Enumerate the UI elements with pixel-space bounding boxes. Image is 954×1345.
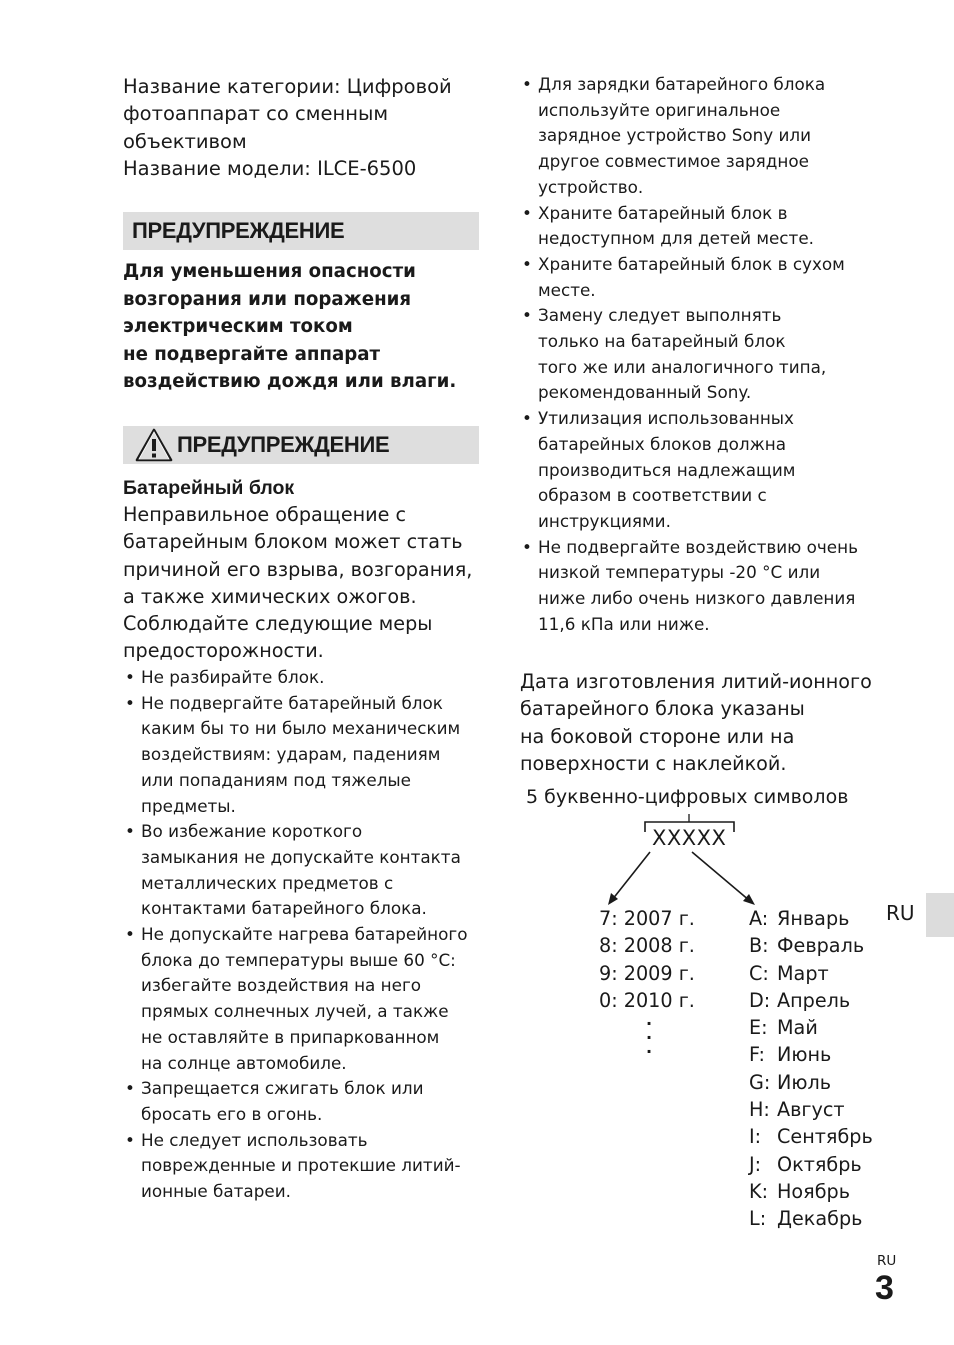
month-letter: L:: [749, 1207, 767, 1231]
list-line: того же или аналогичного типа,: [538, 356, 827, 377]
list-line: образом в соответствии с: [538, 485, 767, 506]
month-name: Июль: [777, 1070, 832, 1094]
list-line: поврежденные и протекшие литий-: [141, 1155, 461, 1176]
list-line: • Запрещается сжигать блок или: [141, 1078, 424, 1099]
month-name: Апрель: [777, 988, 851, 1012]
warning-line: электрическим током: [123, 316, 353, 337]
warning-line: воздействию дождя или влаги.: [123, 371, 457, 392]
month-code: [749, 960, 873, 987]
warning-line: не подвергайте аппарат: [123, 343, 381, 365]
list-line: • Для зарядки батарейного блока: [538, 74, 826, 94]
list-line: на солнце автомобиле.: [141, 1052, 347, 1073]
month-code: [749, 932, 873, 959]
month-letter: F:: [749, 1043, 766, 1067]
list-line: • Храните батарейный блок в сухом: [538, 253, 845, 274]
list-line: инструкциями.: [538, 510, 671, 531]
list-line: замыкания не допускайте контакта: [141, 846, 461, 867]
list-line: избегайте воздействия на него: [141, 975, 422, 996]
list-item: [521, 72, 881, 201]
date-code: XXXXX: [652, 826, 727, 850]
month-letter: A:: [749, 907, 769, 930]
month-code: [749, 905, 873, 932]
manufacture-date-info: [520, 668, 880, 777]
continuation-dots: . . .: [646, 1010, 653, 1057]
desc-line: батарейным блоком может стать: [123, 530, 463, 554]
warning-heading-text: ПРЕДУПРЕЖДЕНИЕ: [132, 218, 345, 243]
year-code: 0: 2010 г.: [599, 988, 695, 1012]
list-item: [521, 406, 881, 535]
desc-line: а также химических ожогов.: [123, 584, 417, 608]
month-name: Январь: [777, 907, 850, 930]
list-line: рекомендованный Sony.: [538, 382, 752, 403]
date-line: Дата изготовления литий-ионного: [520, 670, 872, 693]
month-codes: [749, 905, 873, 1233]
category-model-info: [123, 73, 483, 182]
month-code: [749, 1123, 873, 1150]
month-letter: E:: [749, 1016, 768, 1040]
month-name: Ноябрь: [777, 1179, 851, 1203]
list-line: контактами батарейного блока.: [141, 898, 427, 919]
list-line: не оставляйте в припаркованном: [141, 1026, 440, 1047]
language-side-tab: [926, 893, 954, 937]
list-line: низкой температуры -20 °C или: [538, 562, 821, 583]
battery-description: [123, 501, 483, 665]
list-item: [124, 922, 484, 1076]
list-line: или попаданиям под тяжелые: [141, 769, 412, 790]
warning-line: возгорания или поражения: [123, 288, 412, 310]
year-code: 7: 2007 г.: [599, 907, 695, 930]
month-letter: K:: [749, 1179, 769, 1203]
list-line: • Утилизация использованных: [538, 408, 794, 429]
list-item: [124, 691, 484, 820]
list-item: [124, 819, 484, 922]
month-letter: C:: [749, 961, 769, 985]
list-line: бросать его в огонь.: [141, 1103, 323, 1124]
list-line: • Во избежание короткого: [141, 821, 363, 842]
symbols-label: 5 буквенно-цифровых символов: [526, 786, 849, 808]
list-item: [521, 535, 881, 638]
desc-line: Неправильное обращение с: [123, 503, 407, 526]
list-line: • Не разбирайте блок.: [141, 667, 325, 687]
date-line: поверхности с наклейкой.: [520, 751, 787, 775]
battery-precautions-list: [124, 665, 484, 1205]
month-name: Октябрь: [777, 1152, 862, 1176]
list-line: ниже либо очень низкого давления: [538, 588, 856, 609]
intro-line: Название категории: Цифровой: [123, 75, 452, 98]
intro-line: Название модели: ILCE-6500: [123, 156, 417, 180]
list-line: металлических предметов с: [141, 872, 394, 893]
month-code: [749, 1041, 873, 1068]
battery-handling-list: [521, 72, 881, 637]
warning-triangle-icon: [135, 428, 173, 462]
language-tab-label: RU: [886, 901, 915, 925]
year-code: 9: 2009 г.: [599, 961, 695, 985]
month-letter: G:: [749, 1070, 771, 1094]
month-letter: D:: [749, 988, 771, 1012]
footer-language: RU: [877, 1253, 897, 1269]
list-line: прямых солнечных лучей, а также: [141, 1001, 449, 1022]
list-line: производиться надлежащим: [538, 459, 796, 480]
date-line: батарейного блока указаны: [520, 697, 805, 721]
month-code: [749, 1178, 873, 1205]
month-code: [749, 1069, 873, 1096]
desc-line: Соблюдайте следующие меры: [123, 612, 433, 636]
list-line: • Не допускайте нагрева батарейного: [141, 924, 468, 945]
list-line: • Не подвергайте батарейный блок: [141, 692, 443, 713]
page-number: 3: [875, 1269, 894, 1307]
list-item: [521, 303, 881, 406]
list-line: устройство.: [538, 176, 644, 197]
list-line: • Замену следует выполнять: [538, 305, 782, 326]
month-letter: I:: [749, 1125, 762, 1149]
list-item: [124, 1128, 484, 1205]
list-line: каким бы то ни было механическим: [141, 718, 461, 739]
month-name: Июнь: [777, 1043, 832, 1067]
list-line: используйте оригинальное: [538, 99, 781, 120]
list-item: [521, 201, 881, 252]
month-name: Сентябрь: [777, 1125, 873, 1149]
caution-heading: [123, 426, 479, 464]
list-line: другое совместимое зарядное: [538, 151, 809, 172]
month-name: Август: [777, 1098, 845, 1122]
month-code: [749, 1151, 873, 1178]
warning-line: Для уменьшения опасности: [123, 261, 416, 282]
list-line: • Храните батарейный блок в: [538, 202, 788, 223]
month-code: [749, 1014, 873, 1041]
list-item: [124, 665, 484, 691]
month-letter: J:: [749, 1152, 762, 1176]
list-line: ионные батареи.: [141, 1181, 291, 1202]
desc-line: причиной его взрыва, возгорания,: [123, 557, 473, 581]
list-line: зарядное устройство Sony или: [538, 125, 812, 146]
intro-line: фотоаппарат со сменным: [123, 102, 389, 126]
month-name: Февраль: [777, 934, 865, 958]
list-line: 11,6 кПа или ниже.: [538, 613, 710, 634]
year-code: 8: 2008 г.: [599, 934, 695, 958]
intro-line: объективом: [123, 129, 247, 153]
month-name: Март: [777, 961, 829, 985]
list-item: [124, 1076, 484, 1127]
fire-shock-warning: [123, 258, 483, 396]
battery-section-title: Батарейный блок: [123, 477, 295, 499]
month-name: Декабрь: [777, 1207, 863, 1231]
list-line: предметы.: [141, 795, 236, 816]
list-line: блока до температуры выше 60 °C:: [141, 949, 456, 970]
date-line: на боковой стороне или на: [520, 724, 795, 748]
month-code: [749, 1205, 873, 1232]
month-code: [749, 1096, 873, 1123]
list-line: батарейных блоков должна: [538, 433, 786, 454]
list-line: • Не подвергайте воздействию очень: [538, 536, 858, 557]
list-line: • Не следует использовать: [141, 1129, 368, 1150]
desc-line: предосторожности.: [123, 639, 324, 663]
month-code: [749, 987, 873, 1014]
year-codes: [599, 905, 695, 1014]
list-line: только на батарейный блок: [538, 331, 786, 352]
list-item: [521, 252, 881, 303]
warning-heading: [123, 212, 479, 250]
month-name: Май: [777, 1016, 818, 1040]
month-letter: B:: [749, 934, 769, 958]
list-line: воздействиям: ударам, падениям: [141, 744, 441, 765]
list-line: недоступном для детей месте.: [538, 228, 814, 249]
month-letter: H:: [749, 1098, 770, 1122]
list-line: месте.: [538, 279, 596, 300]
caution-heading-text: ПРЕДУПРЕЖДЕНИЕ: [177, 432, 390, 457]
